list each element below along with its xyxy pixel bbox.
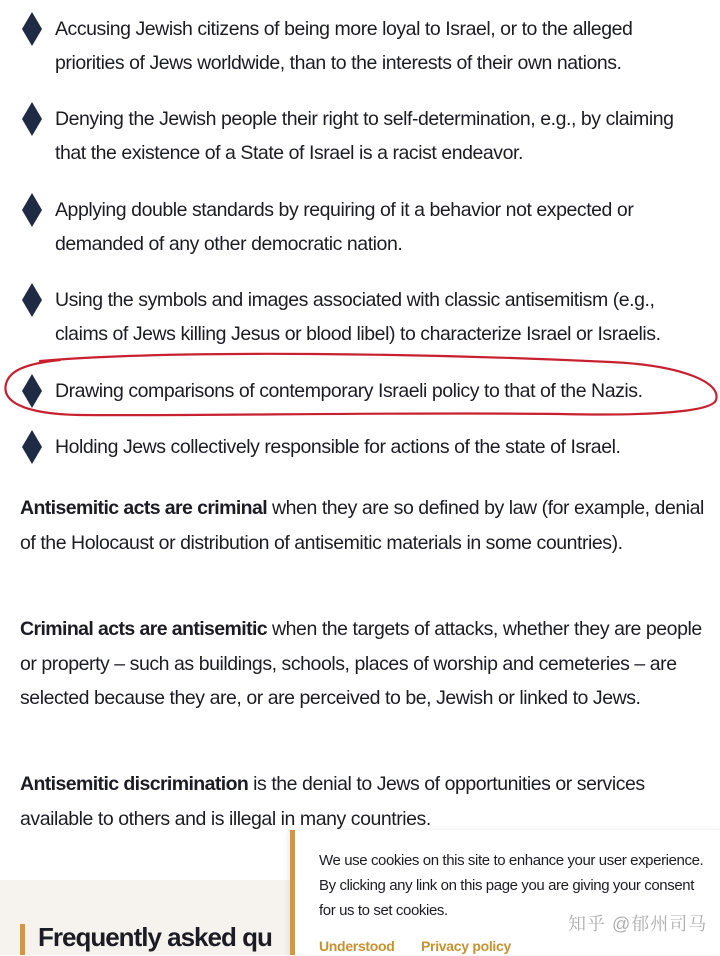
diamond-bullet-icon — [22, 430, 42, 464]
faq-accent-bar — [20, 924, 25, 955]
bullet-text: Accusing Jewish citizens of being more loyal to Israel, or to the alleged priorities of Jews worldwide, than to the interests of their own nations. — [55, 18, 633, 74]
bullet-text: Drawing comparisons of contemporary Israeli policy to that of the Nazis. — [55, 380, 643, 402]
diamond-bullet-icon — [22, 374, 42, 408]
understood-button[interactable]: Understood — [319, 938, 395, 954]
privacy-policy-link[interactable]: Privacy policy — [421, 938, 511, 954]
paragraph-body: when they are so defined by law (for example, denial of the Holocaust or distribution of antisemitic materials in some countries). — [20, 497, 704, 554]
bullet-text: Denying the Jewish people their right to self-determination, e.g., by claiming that the existence of a State of Israel is a racist endeavor. — [55, 108, 674, 164]
paragraph-bold-lead: Antisemitic acts are criminal — [20, 497, 268, 519]
diamond-bullet-icon — [22, 193, 42, 227]
paragraph-criminal-acts — [20, 491, 710, 560]
bullet-text: Applying double standards by requiring of it a behavior not expected or demanded of any other democratic nation. — [55, 199, 634, 255]
diamond-bullet-icon — [22, 12, 42, 46]
paragraph-body: is the denial to Jews of opportunities or services available to others and is illegal in many countries. — [20, 773, 645, 830]
paragraph-bold-lead: Criminal acts are antisemitic — [20, 618, 268, 640]
paragraph-body: when the targets of attacks, whether they are people or property – such as buildings, schools, places of worship and cemeteries – are selected because they are, or are perceived to be, Jewish or linked to Jews. — [20, 618, 702, 709]
faq-heading: Frequently asked qu — [38, 922, 272, 952]
bullet-text: Using the symbols and images associated with classic antisemitism (e.g., claims of Jews killing Jesus or blood libel) to characterize Israel or Israelis. — [55, 289, 661, 345]
cookie-actions — [319, 938, 533, 956]
paragraph-discrimination — [20, 767, 710, 836]
diamond-bullet-icon — [22, 102, 42, 136]
bullet-text: Holding Jews collectively responsible for actions of the state of Israel. — [55, 436, 621, 458]
cookie-message: We use cookies on this site to enhance your user experience. By clicking any link on this page you are giving your consent for us to set cookies. — [319, 852, 704, 919]
watermark: 知乎 @郁州司马 — [568, 914, 708, 934]
cookie-banner — [290, 830, 720, 955]
paragraph-criminal-antisemitic — [20, 612, 710, 716]
diamond-bullet-icon — [22, 283, 42, 317]
paragraph-bold-lead: Antisemitic discrimination — [20, 773, 249, 795]
